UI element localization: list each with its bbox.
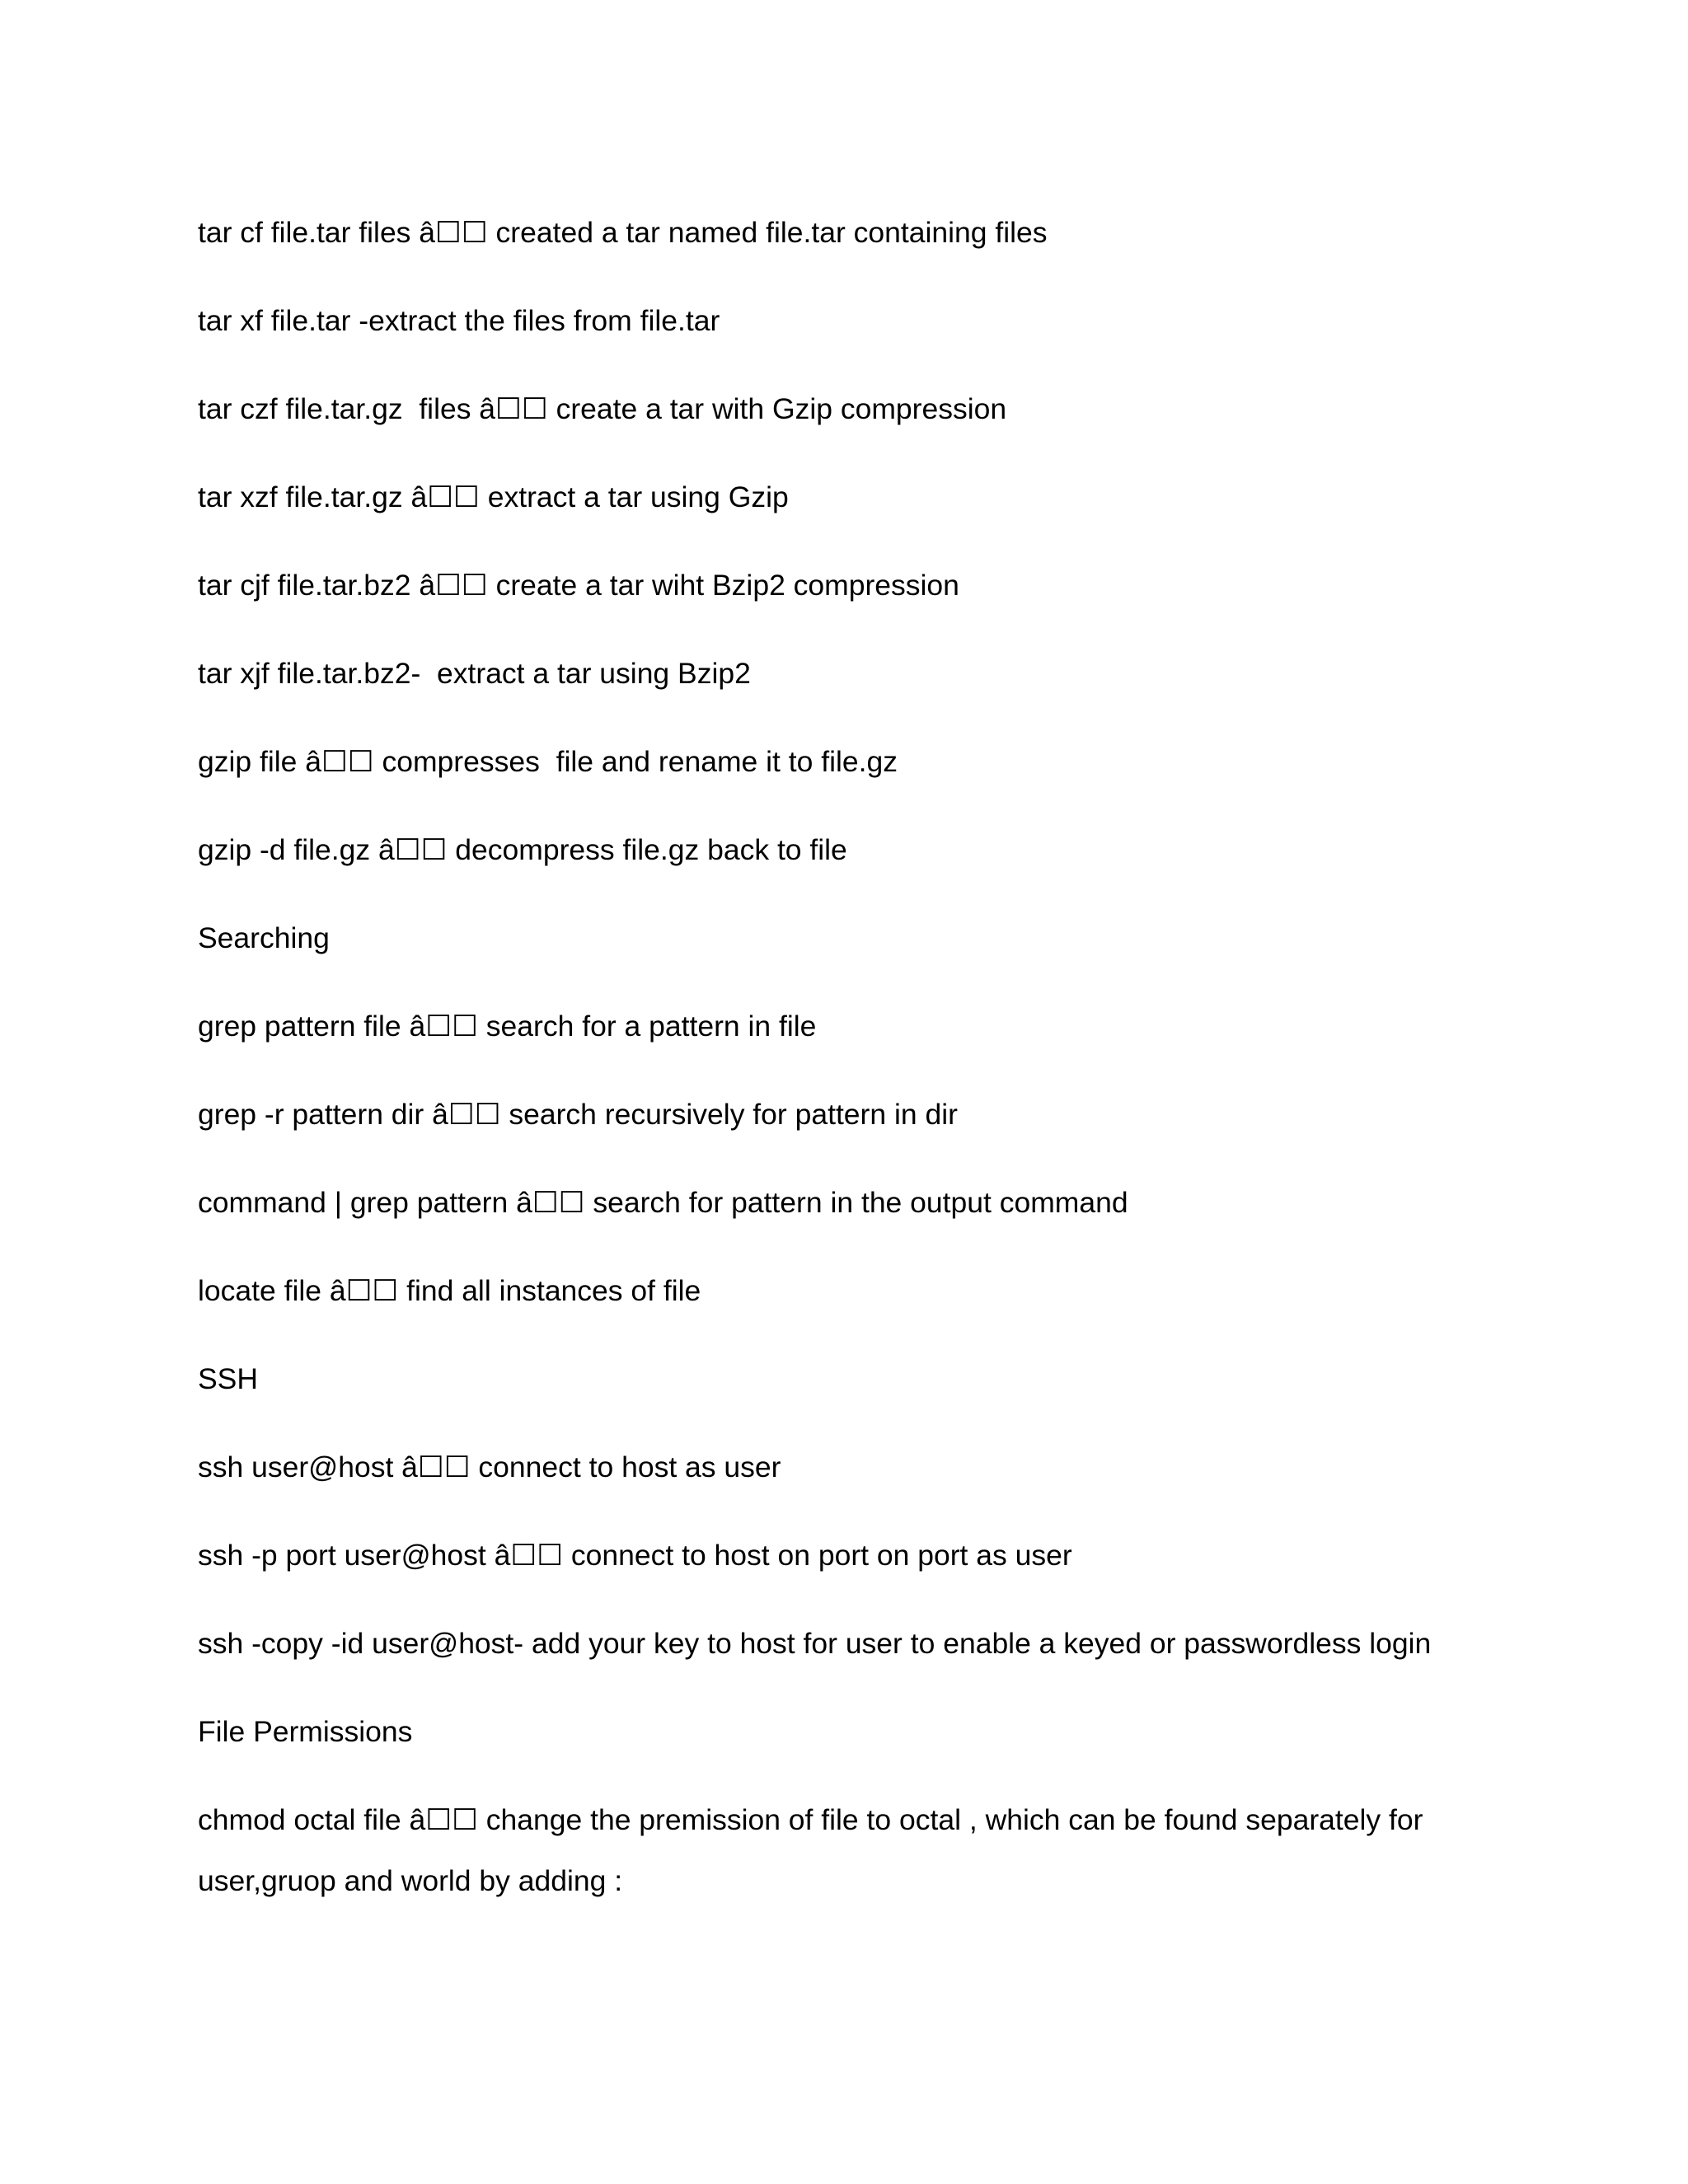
- text-line-tar-gzip-extract: tar xzf file.tar.gz â☐☐ extract a tar using Gzip: [198, 480, 789, 513]
- section-heading-file-permissions: File Permissions: [198, 1715, 413, 1748]
- text-line-tar-gzip-create: tar czf file.tar.gz files â☐☐ create a tar with Gzip compression: [198, 392, 1007, 425]
- document-body: [198, 202, 1550, 1938]
- text-line-gzip-decompress: gzip -d file.gz â☐☐ decompress file.gz back to file: [198, 833, 847, 866]
- text-line-tar-create: tar cf file.tar files â☐☐ created a tar named file.tar containing files: [198, 216, 1048, 249]
- text-line-gzip-compress: gzip file â☐☐ compresses file and rename it to file.gz: [198, 745, 898, 778]
- text-line-ssh-port: ssh -p port user@host â☐☐ connect to host on port on port as user: [198, 1539, 1072, 1572]
- text-line-tar-bzip2-extract: tar xjf file.tar.bz2- extract a tar using Bzip2: [198, 657, 751, 690]
- text-line-grep-recursive: grep -r pattern dir â☐☐ search recursively for pattern in dir: [198, 1098, 958, 1131]
- text-line-ssh-connect: ssh user@host â☐☐ connect to host as user: [198, 1451, 781, 1483]
- text-line-grep-file: grep pattern file â☐☐ search for a pattern in file: [198, 1010, 817, 1043]
- text-line-locate: locate file â☐☐ find all instances of file: [198, 1274, 701, 1307]
- text-line-chmod-continued: user,gruop and world by adding :: [198, 1864, 623, 1897]
- text-line-grep-pipe: command | grep pattern â☐☐ search for pattern in the output command: [198, 1186, 1128, 1219]
- text-line-chmod: chmod octal file â☐☐ change the premission of file to octal , which can be found separately for: [198, 1803, 1423, 1836]
- section-heading-ssh: SSH: [198, 1362, 258, 1395]
- text-line-ssh-copy-id: ssh -copy -id user@host- add your key to host for user to enable a keyed or passwordless login: [198, 1627, 1432, 1660]
- text-line-tar-bzip2-create: tar cjf file.tar.bz2 â☐☐ create a tar wiht Bzip2 compression: [198, 569, 959, 602]
- section-heading-searching: Searching: [198, 921, 330, 954]
- text-line-tar-extract: tar xf file.tar -extract the files from file.tar: [198, 304, 720, 337]
